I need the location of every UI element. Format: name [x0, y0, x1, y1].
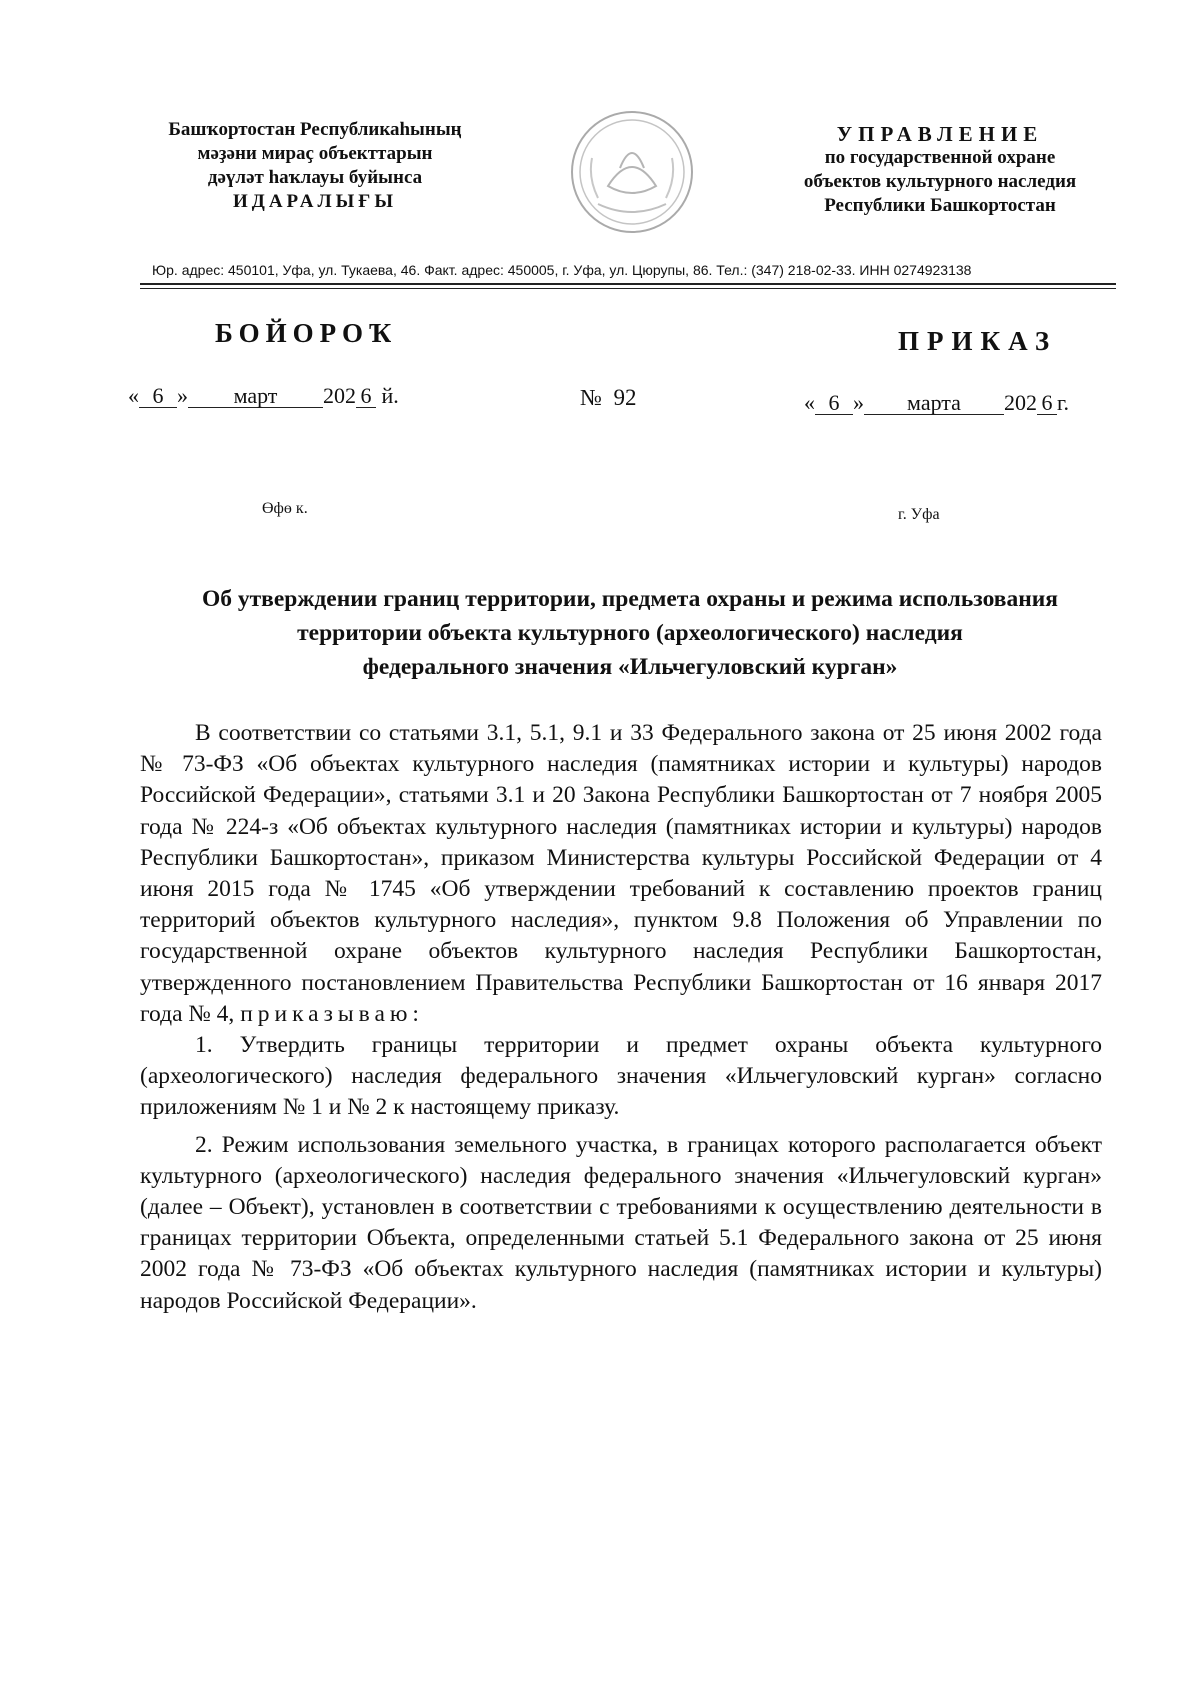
address-line: Юр. адрес: 450101, Уфа, ул. Тукаева, 46. Факт. адрес: 450005, г. Уфа, ул. Цюрупы, 86. Тел.: (347) 218-02-33. ИНН 0274923138 — [152, 262, 972, 278]
order-number-value: 92 — [613, 385, 637, 410]
document-body — [140, 718, 1102, 1317]
header-left-line-2: мәҙәни мираҫ объекттарын — [197, 143, 433, 164]
header-divider-thick — [140, 283, 1116, 285]
item-1-paragraph: 1. Утвердить границы территории и предмет охраны объекта культурного (археологического) наследия федерального значения «Ильчегуловский курган» согласно приложениям № 1 и № 2 к настоящему приказу. — [140, 1032, 1102, 1121]
header-bashkir-org — [130, 118, 500, 214]
date-bashkir-open-quote: « — [128, 383, 139, 408]
coat-of-arms-emblem — [568, 108, 696, 236]
place-bashkir: Өфө к. — [262, 500, 308, 517]
date-russian-year-suffix: 6 — [1037, 392, 1057, 415]
date-russian — [804, 390, 1069, 416]
header-divider-thin — [140, 288, 1116, 289]
date-russian-year-prefix: 202 — [1004, 390, 1037, 415]
date-bashkir-month: март — [188, 385, 323, 408]
header-left-line-4: ИДАРАЛЫҒЫ — [232, 191, 398, 212]
header-russian-org — [790, 122, 1090, 218]
date-bashkir-unit: й. — [381, 383, 399, 408]
place-russian: г. Уфа — [898, 506, 940, 523]
document-title — [140, 582, 1120, 684]
document-type-russian: ПРИКАЗ — [898, 326, 1058, 356]
order-number-label: № — [580, 385, 602, 410]
header-right-line-2: по государственной охране — [824, 147, 1056, 168]
date-russian-close-quote: » — [853, 390, 864, 415]
date-bashkir-year-suffix: 6 — [356, 385, 376, 408]
preamble-paragraph — [140, 718, 1102, 1030]
date-bashkir-close-quote: » — [177, 383, 188, 408]
document-type-bashkir: БОЙОРОҠ — [215, 318, 398, 348]
header-right-line-3: объектов культурного наследия — [803, 171, 1077, 192]
preamble-text: В соответствии со статьями 3.1, 5.1, 9.1 и 33 Федерального закона от 25 июня 2002 года № 73-ФЗ «Об объектах культурного наследия (памятниках истории и культуры) народов Российской Федерации», статьями 3.1 и 20 Закона Республики Башкортостан от 7 ноября 2005 года № 224-з «Об объектах культурного наследия (памятниках истории и культуры) народов Республики Башкортостан», приказом Министерства культуры Российской Федерации от 4 июня 2015 года № 1745 «Об утверждении требований к составлению проектов границ территорий объектов культурного наследия», пунктом 9.8 Положения об Управлении по государственной охране объектов культурного наследия Республики Башкортостан, утвержденного постановлением Правительства Республики Башкортостан от 16 января 2017 года № 4, — [140, 720, 1102, 1027]
header-left-line-3: дәүләт һаҡлауы буйынса — [207, 167, 423, 188]
date-bashkir — [128, 383, 399, 409]
date-russian-unit: г. — [1057, 390, 1070, 415]
date-russian-open-quote: « — [804, 390, 815, 415]
order-word: приказываю: — [240, 1000, 424, 1027]
document-title-line-3: федерального значения «Ильчегуловский курган» — [362, 654, 898, 680]
date-bashkir-year-prefix: 202 — [323, 383, 356, 408]
date-russian-day: 6 — [815, 392, 853, 415]
header-right-line-4: Республики Башкортостан — [824, 195, 1056, 216]
document-title-line-1: Об утверждении границ территории, предмета охраны и режима использования — [201, 586, 1058, 612]
header-left-line-1: Башҡортостан Республикаһының — [168, 119, 462, 140]
header-right-line-1: УПРАВЛЕНИЕ — [836, 122, 1044, 146]
document-title-line-2: территории объекта культурного (археологического) наследия — [297, 620, 963, 646]
order-number — [580, 385, 636, 411]
item-2-paragraph: 2. Режим использования земельного участка, в границах которого располагается объект культурного (археологического) наследия федерального значения «Ильчегуловский курган» (далее – Объект), установлен в соответствии с требованиями к осуществлению деятельности в границах территории Объекта, определенными статьей 5.1 Федерального закона от 25 июня 2002 года № 73-ФЗ «Об объектах культурного наследия (памятниках истории и культуры) народов Российской Федерации». — [140, 1131, 1102, 1314]
date-bashkir-day: 6 — [139, 385, 177, 408]
date-russian-month: марта — [864, 392, 1004, 415]
